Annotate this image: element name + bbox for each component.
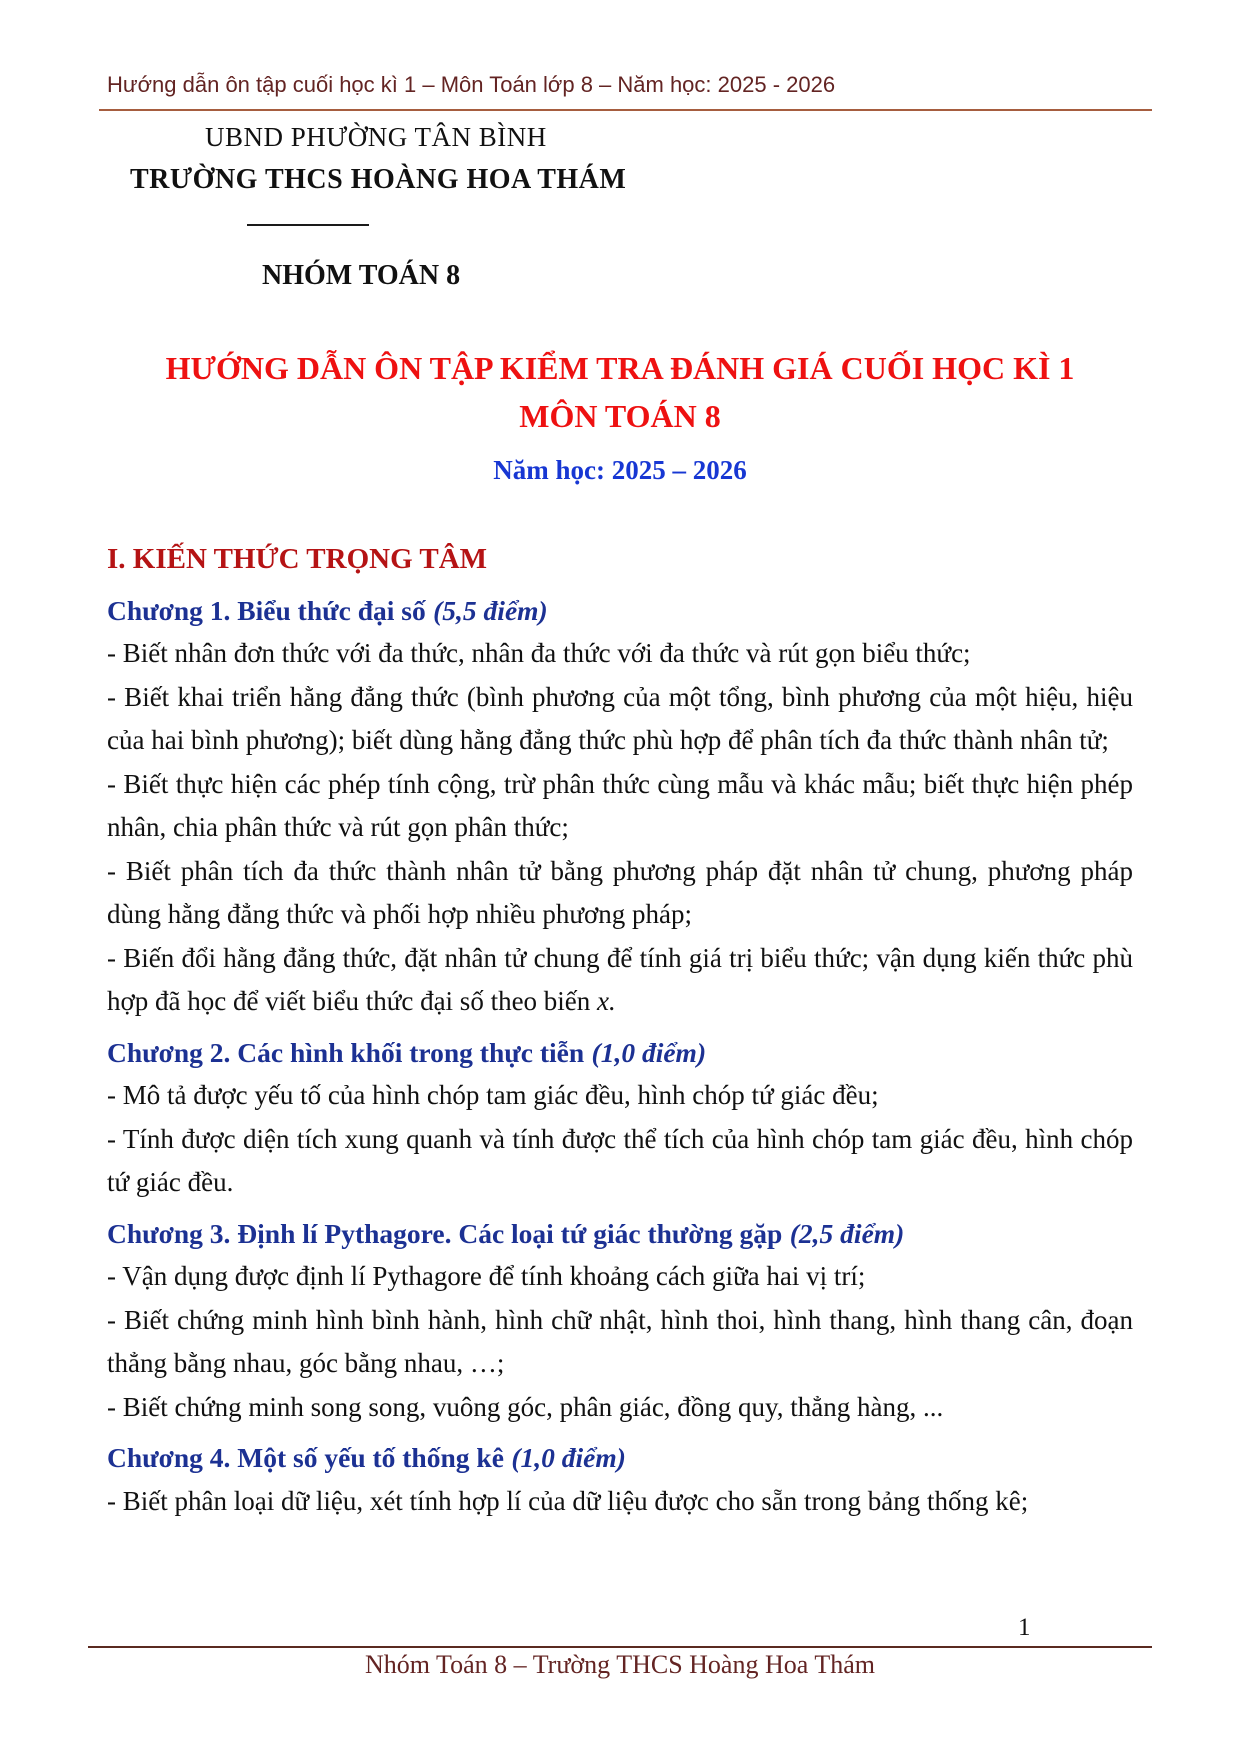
chapter-1-title: Chương 1. Biểu thức đại số <box>107 594 426 626</box>
chapter-3 <box>107 1212 1133 1430</box>
list-item: - Biết thực hiện các phép tính cộng, trừ phân thức cùng mẫu và khác mẫu; biết thực hiện phép nhân, chia phân thức và rút gọn phân thức; <box>107 768 1133 842</box>
chapter-2-heading <box>107 1031 1133 1075</box>
chapter-4-heading <box>107 1436 1133 1480</box>
list-item: - Biết chứng minh song song, vuông góc, phân giác, đồng quy, thẳng hàng, ... <box>107 1391 944 1422</box>
title-line-1: HƯỚNG DẪN ÔN TẬP KIỂM TRA ĐÁNH GIÁ CUỐI HỌC KÌ 1 <box>165 350 1075 386</box>
list-item <box>107 937 1133 1024</box>
chapter-2-points: (1,0 điểm) <box>591 1036 707 1068</box>
list-item: - Biết chứng minh hình bình hành, hình chữ nhật, hình thoi, hình thang, hình thang cân, đoạn thẳng bằng nhau, góc bằng nhau, …; <box>107 1304 1133 1378</box>
authority-name: UBND PHƯỜNG TÂN BÌNH <box>205 122 547 152</box>
running-header <box>107 72 1150 98</box>
content-area <box>107 538 1133 1523</box>
chapter-2 <box>107 1031 1133 1205</box>
list-item: - Biết phân tích đa thức thành nhân tử bằng phương pháp đặt nhân tử chung, phương pháp dùng hằng đẳng thức và phối hợp nhiều phương pháp; <box>107 855 1133 929</box>
group-name: NHÓM TOÁN 8 <box>262 260 461 291</box>
section-heading: I. KIẾN THỨC TRỌNG TÂM <box>107 543 488 575</box>
chapter-1 <box>107 589 1133 1024</box>
running-header-text: Hướng dẫn ôn tập cuối học kì 1 – Môn Toán lớp 8 – Năm học: 2025 - 2026 <box>107 72 836 97</box>
title-line-2: MÔN TOÁN 8 <box>519 398 721 434</box>
list-item: - Vận dụng được định lí Pythagore để tính khoảng cách giữa hai vị trí; <box>107 1261 866 1291</box>
chapter-3-title: Chương 3. Định lí Pythagore. Các loại tứ giác thường gặp <box>107 1217 783 1249</box>
list-item: - Biết phân loại dữ liệu, xét tính hợp lí của dữ liệu được cho sẵn trong bảng thống kê; <box>107 1485 1029 1516</box>
list-item: - Tính được diện tích xung quanh và tính được thể tích của hình chóp tam giác đều, hình chóp tứ giác đều. <box>107 1123 1133 1197</box>
footer-text: Nhóm Toán 8 – Trường THCS Hoàng Hoa Thám <box>365 1650 875 1679</box>
footer-divider <box>88 1646 1152 1648</box>
chapter-3-points: (2,5 điểm) <box>789 1217 905 1249</box>
page-number: 1 <box>1018 1614 1031 1641</box>
masthead-divider <box>247 224 369 226</box>
variable-x: x. <box>597 986 616 1016</box>
school-name: TRƯỜNG THCS HOÀNG HOA THÁM <box>130 164 627 195</box>
list-item: - Mô tả được yếu tố của hình chóp tam giác đều, hình chóp tứ giác đều; <box>107 1080 879 1110</box>
chapter-1-heading <box>107 589 1133 633</box>
header-divider <box>99 109 1152 111</box>
document-title-block <box>0 344 1240 492</box>
list-item-text: - Biến đổi hằng đẳng thức, đặt nhân tử chung để tính giá trị biểu thức; vận dụng kiến thức phù hợp đã học để viết biểu thức đại số theo biến <box>107 942 1133 1016</box>
chapter-3-heading <box>107 1212 1133 1256</box>
chapter-4-title: Chương 4. Một số yếu tố thống kê <box>107 1442 504 1473</box>
chapter-4 <box>107 1436 1133 1523</box>
chapter-2-title: Chương 2. Các hình khối trong thực tiễn <box>107 1036 585 1068</box>
chapter-1-points: (5,5 điểm) <box>433 594 548 626</box>
chapter-4-points: (1,0 điểm) <box>511 1442 626 1473</box>
list-item: - Biết khai triển hằng đẳng thức (bình phương của một tổng, bình phương của một hiệu, hiệu của hai bình phương); biết dùng hằng đẳng thức phù hợp để phân tích đa thức thành nhân tử; <box>107 681 1133 755</box>
list-item: - Biết nhân đơn thức với đa thức, nhân đa thức với đa thức và rút gọn biểu thức; <box>107 638 971 668</box>
school-year: Năm học: 2025 – 2026 <box>493 455 747 485</box>
